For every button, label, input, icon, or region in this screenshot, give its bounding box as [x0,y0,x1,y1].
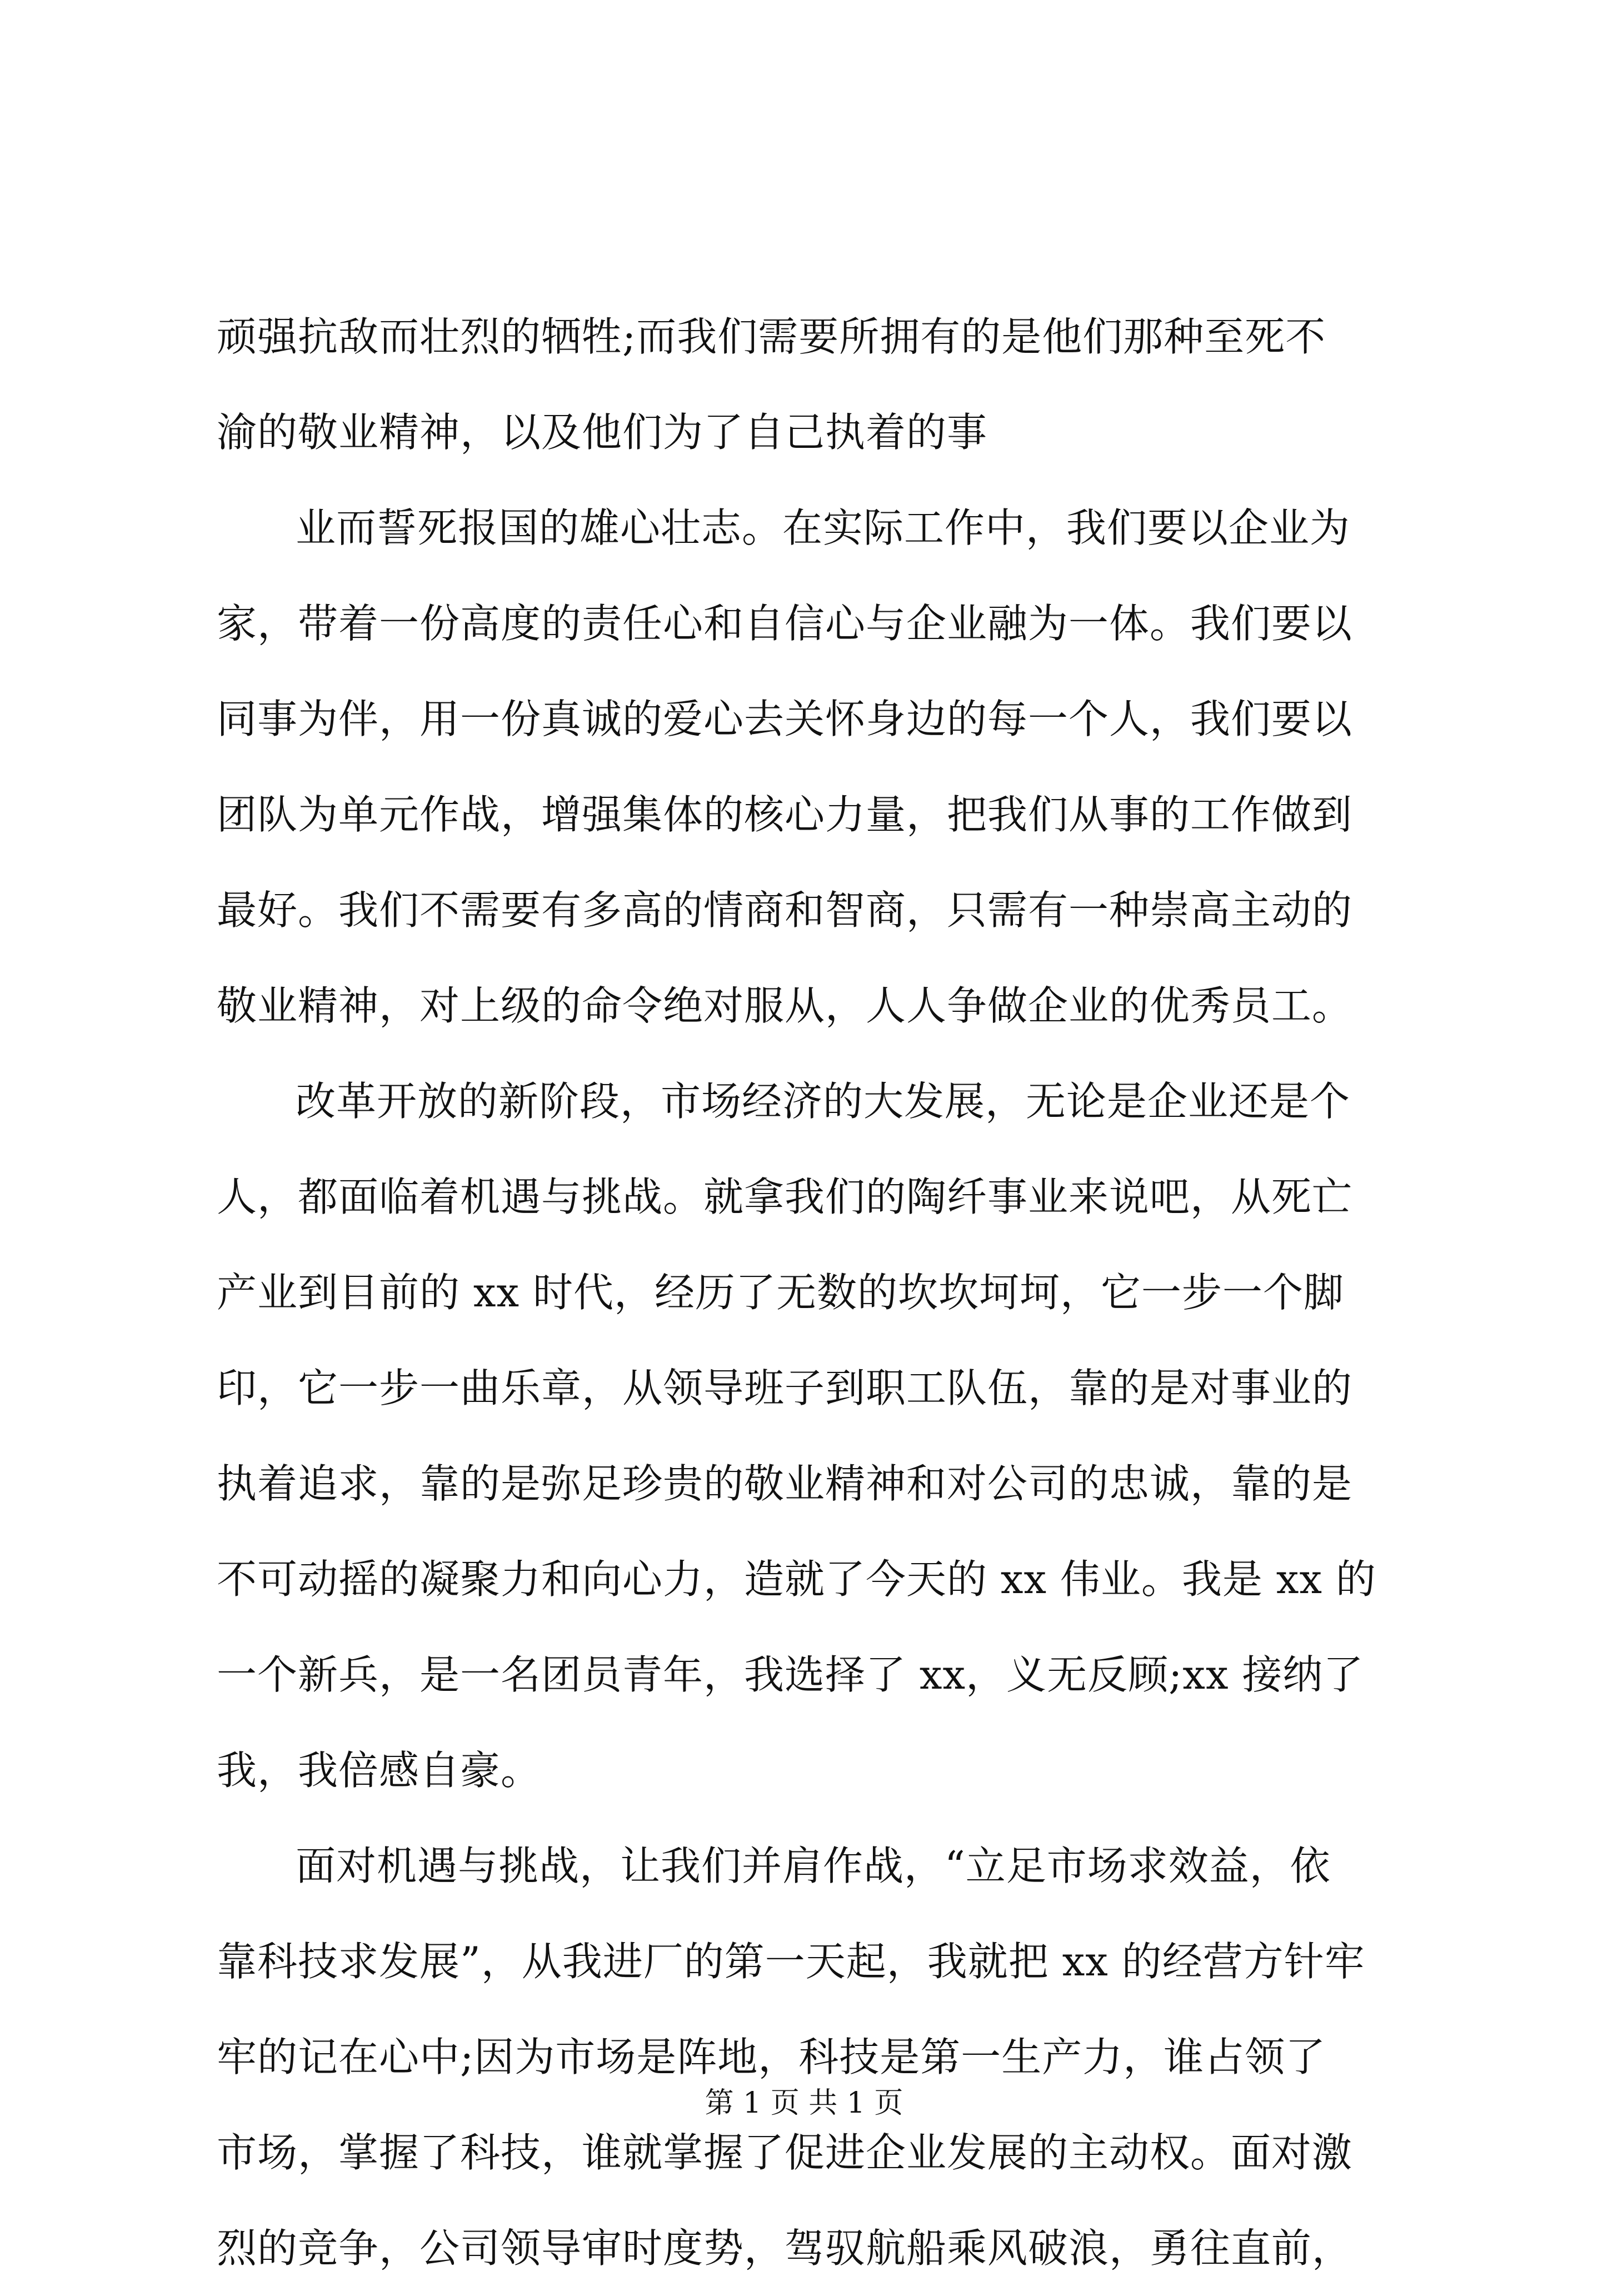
text-line: 人，都面临着机遇与挑战。就拿我们的陶纤事业来说吧，从死亡 [217,1174,1353,1220]
text-line: 一个新兵，是一名团员青年，我选择了 xx，义无反顾;xx 接纳了 [217,1651,1364,1698]
paragraph-start-line: 改革开放的新阶段，市场经济的大发展，无论是企业还是个 [296,1078,1351,1125]
text-line: 印，它一步一曲乐章，从领导班子到职工队伍，靠的是对事业的 [217,1365,1353,1411]
paragraph-start-line: 面对机遇与挑战，让我们并肩作战，“立足市场求效益，依 [296,1843,1331,1889]
text-line: 产业到目前的 xx 时代，经历了无数的坎坎坷坷，它一步一个脚 [217,1269,1344,1316]
text-line: 敬业精神，对上级的命令绝对服从，人人争做企业的优秀员工。 [217,982,1353,1029]
text-line: 靠科技求发展”，从我进厂的第一天起，我就把 xx 的经营方针牢 [217,1938,1365,1985]
text-line: 不可动摇的凝聚力和向心力，造就了今天的 xx 伟业。我是 xx 的 [217,1556,1376,1603]
page-footer: 第 1 页 共 1 页 [705,2087,903,2120]
text-line: 牢的记在心中;因为市场是阵地，科技是第一生产力，谁占领了 [217,2034,1326,2080]
text-line: 执着追求，靠的是弥足珍贵的敬业精神和对公司的忠诚，靠的是 [217,1460,1353,1507]
text-line: 我，我倍感自豪。 [217,1747,542,1794]
text-line: 顽强抗敌而壮烈的牺牲;而我们需要所拥有的是他们那种至死不 [217,313,1326,360]
text-line: 烈的竞争，公司领导审时度势，驾驭航船乘风破浪，勇往直前， [217,2225,1353,2272]
text-line: 市场，掌握了科技，谁就掌握了促进企业发展的主动权。面对激 [217,2129,1353,2176]
text-line: 团队为单元作战，增强集体的核心力量，把我们从事的工作做到 [217,791,1353,838]
text-line: 家，带着一份高度的责任心和自信心与企业融为一体。我们要以 [217,600,1353,647]
text-line: 最好。我们不需要有多高的情商和智商，只需有一种崇高主动的 [217,887,1353,934]
text-line: 同事为伴，用一份真诚的爱心去关怀身边的每一个人，我们要以 [217,696,1353,742]
text-line: 渝的敬业精神，以及他们为了自己执着的事 [217,409,988,456]
document-body [217,289,1422,2296]
paragraph-start-line: 业而誓死报国的雄心壮志。在实际工作中，我们要以企业为 [296,505,1351,551]
